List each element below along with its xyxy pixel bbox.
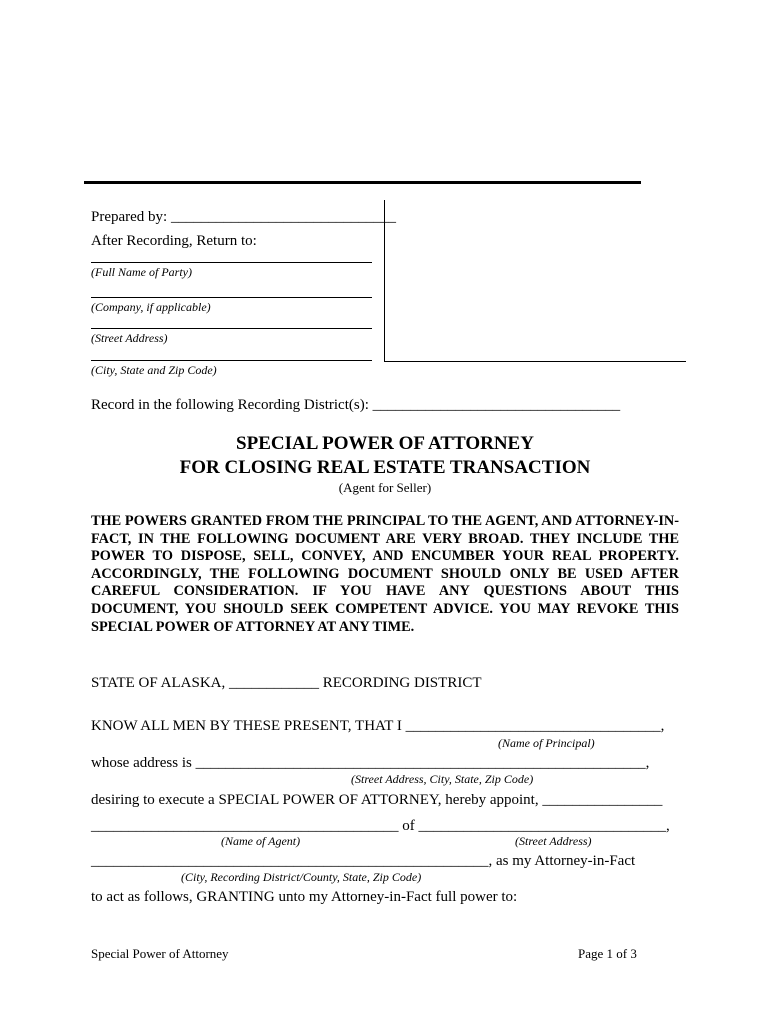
- return-to-label: After Recording, Return to:: [91, 233, 257, 249]
- warning-paragraph: THE POWERS GRANTED FROM THE PRINCIPAL TO THE AGENT, AND ATTORNEY-IN-FACT, IN THE FOLLOWING DOCUMENT ARE VERY BROAD. THEY INCLUDE THE POWER TO DISPOSE, SELL, CONVEY, AND ENCUMBER YOUR REAL PROPERTY. ACCORDINGLY, THE FOLLOWING DOCUMENT SHOULD ONLY BE USED AFTER CAREFUL CONSIDERATION. IF YOU HAVE ANY QUESTIONS ABOUT THIS DOCUMENT, YOU SHOULD SEEK COMPETENT ADVICE. YOU MAY REVOKE THIS SPECIAL POWER OF ATTORNEY AT ANY TIME.: [91, 513, 679, 635]
- grant-line: to act as follows, GRANTING unto my Attorney-in-Fact full power to:: [91, 889, 518, 905]
- document-subtitle: (Agent for Seller): [338, 480, 432, 495]
- recording-district-field[interactable]: Record in the following Recording District(s): _________________________________: [91, 397, 621, 413]
- city-line[interactable]: [91, 360, 372, 361]
- principal-caption: (Name of Principal): [498, 736, 595, 750]
- full-name-line[interactable]: [91, 262, 372, 263]
- agent-line[interactable]: _________________________________________ of _________________________________,: [91, 818, 670, 834]
- agent-street-caption: (Street Address): [515, 834, 592, 848]
- agent-caption: (Name of Agent): [221, 834, 301, 848]
- state-line[interactable]: STATE OF ALASKA, ____________ RECORDING DISTRICT: [91, 675, 482, 691]
- prepared-by-field[interactable]: Prepared by: ______________________________: [91, 209, 396, 225]
- header-rule: [84, 181, 641, 184]
- principal-line[interactable]: KNOW ALL MEN BY THESE PRESENT, THAT I __________________________________,: [91, 718, 665, 734]
- appoint-line[interactable]: desiring to execute a SPECIAL POWER OF ATTORNEY, hereby appoint, ________________: [91, 792, 663, 808]
- company-line[interactable]: [91, 297, 372, 298]
- address-line[interactable]: whose address is ____________________________________________________________,: [91, 755, 650, 771]
- company-caption: (Company, if applicable): [91, 300, 211, 314]
- recording-box-bottom-border: [384, 361, 686, 362]
- address-caption: (Street Address, City, State, Zip Code): [351, 772, 534, 786]
- document-title-line1: SPECIAL POWER OF ATTORNEY: [236, 433, 534, 454]
- document-title-line2: FOR CLOSING REAL ESTATE TRANSACTION: [179, 457, 591, 478]
- footer-title: Special Power of Attorney: [91, 946, 229, 961]
- page-number: Page 1 of 3: [578, 946, 637, 961]
- street-caption: (Street Address): [91, 331, 168, 345]
- city-caption: (City, State and Zip Code): [91, 363, 217, 377]
- agent-city-caption: (City, Recording District/County, State, Zip Code): [181, 870, 422, 884]
- street-line[interactable]: [91, 328, 372, 329]
- full-name-caption: (Full Name of Party): [91, 265, 192, 279]
- agent-city-line[interactable]: _____________________________________________________, as my Attorney-in-Fact: [91, 853, 636, 869]
